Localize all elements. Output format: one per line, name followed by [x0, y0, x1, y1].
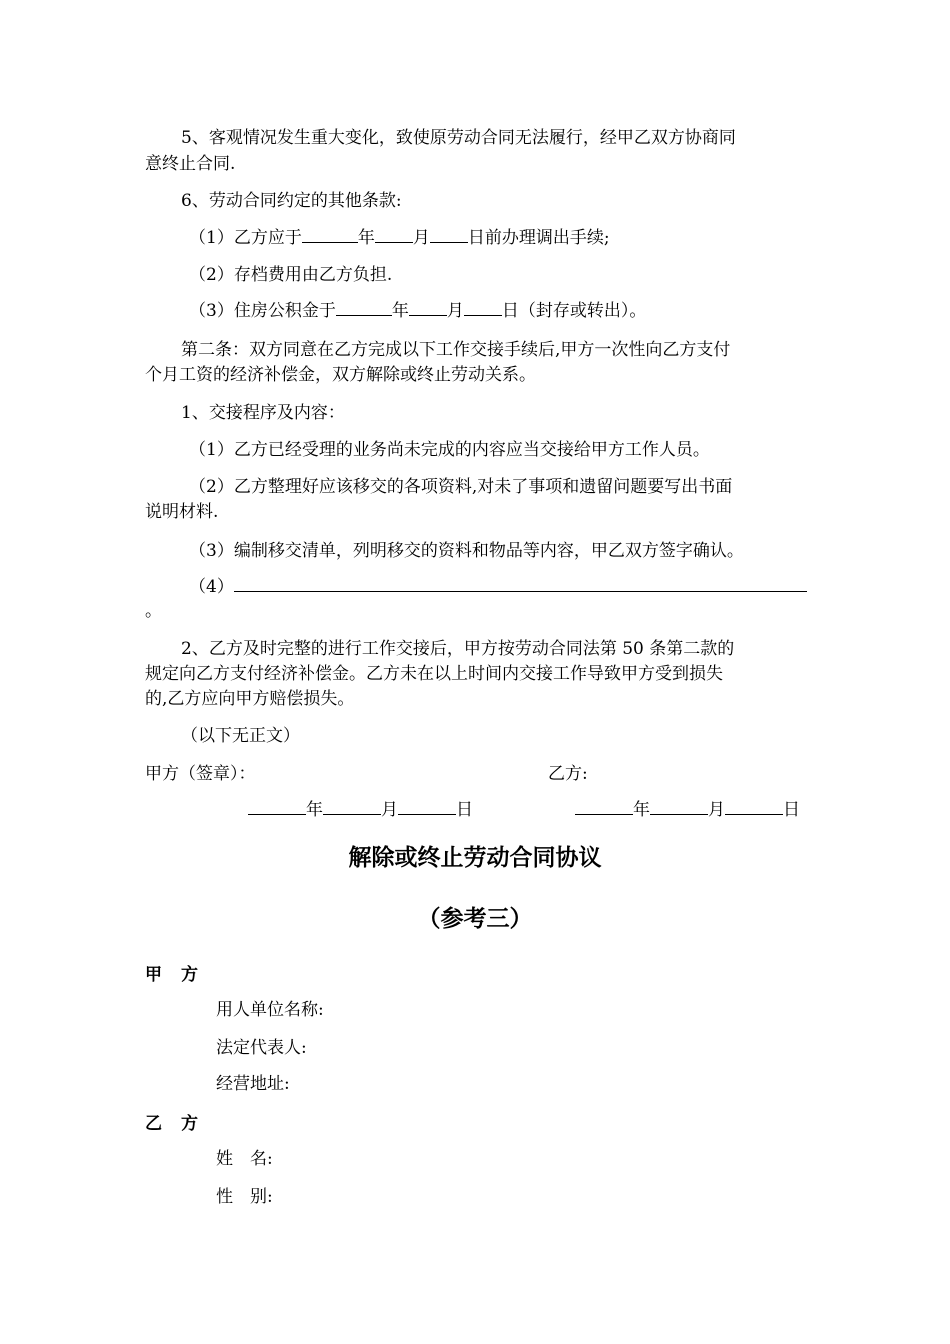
year-label: 年	[391, 301, 409, 321]
agreement-subtitle: （参考三）	[417, 906, 533, 932]
article-2-line1: 第二条：双方同意在乙方完成以下工作交接手续后,甲方一次性向乙方支付	[181, 340, 731, 360]
handover-item-4-blank[interactable]	[234, 574, 807, 592]
day-blank[interactable]	[464, 298, 502, 316]
paragraph-2-line3: 的,乙方应向甲方赔偿损失。	[145, 689, 355, 709]
month-blank[interactable]	[323, 797, 381, 815]
party-b-signature-label: 乙方:	[548, 764, 588, 784]
clause-5-line2: 意终止合同.	[145, 154, 236, 174]
article-2-line2: 个月工资的经济补偿金，双方解除或终止劳动关系。	[145, 365, 536, 385]
month-blank[interactable]	[650, 797, 708, 815]
day-label: 日	[783, 800, 800, 820]
party-a-signature-label: 甲方（签章）：	[145, 764, 256, 784]
handover-item-4	[189, 574, 854, 600]
year-label: 年	[633, 800, 650, 820]
month-blank[interactable]	[409, 298, 447, 316]
year-label: 年	[357, 228, 375, 248]
day-blank[interactable]	[725, 797, 783, 815]
end-note: （以下无正文）	[181, 726, 300, 746]
handover-item-4-label: （4）	[189, 577, 234, 597]
handover-title: 1、交接程序及内容：	[181, 403, 345, 423]
agreement-title: 解除或终止劳动合同协议	[348, 845, 602, 871]
clause-6: 6、劳动合同约定的其他条款:	[181, 191, 402, 211]
month-label: 月	[412, 228, 430, 248]
paragraph-2-line2: 规定向乙方支付经济补偿金。乙方未在以上时间内交接工作导致甲方受到损失	[145, 664, 723, 684]
party-b-date	[575, 797, 815, 823]
clause-6-3	[189, 298, 854, 324]
month-label: 月	[381, 800, 398, 820]
clause-6-2: （2）存档费用由乙方负担.	[189, 265, 393, 285]
handover-item-4-end: 。	[145, 601, 162, 621]
clause-5-line1: 5、客观情况发生重大变化，致使原劳动合同无法履行，经甲乙双方协商同	[181, 128, 736, 148]
handover-item-3: （3）编制移交清单，列明移交的资料和物品等内容，甲乙双方签字确认。	[189, 541, 744, 561]
handover-item-1: （1）乙方已经受理的业务尚未完成的内容应当交接给甲方工作人员。	[189, 440, 710, 460]
gender-field: 性 别:	[216, 1187, 273, 1207]
handover-item-2-line2: 说明材料.	[145, 502, 219, 522]
name-field: 姓 名:	[216, 1149, 273, 1169]
clause-6-1-tail: 日前办理调出手续;	[467, 228, 610, 248]
clause-6-3-text: （3）住房公积金于	[189, 301, 336, 321]
year-label: 年	[306, 800, 323, 820]
clause-6-1-text: （1）乙方应于	[189, 228, 302, 248]
clause-6-3-tail: 日（封存或转出）。	[501, 301, 647, 321]
year-blank[interactable]	[302, 225, 358, 243]
party-b-heading: 乙 方	[145, 1114, 199, 1134]
day-blank[interactable]	[398, 797, 456, 815]
month-label: 月	[708, 800, 725, 820]
paragraph-2-line1: 2、乙方及时完整的进行工作交接后，甲方按劳动合同法第 50 条第二款的	[181, 639, 735, 659]
year-blank[interactable]	[575, 797, 633, 815]
business-address-field: 经营地址:	[216, 1074, 290, 1094]
month-blank[interactable]	[375, 225, 413, 243]
clause-6-1	[189, 225, 854, 251]
party-a-date	[248, 797, 488, 823]
month-label: 月	[446, 301, 464, 321]
day-label: 日	[456, 800, 473, 820]
party-a-heading: 甲 方	[145, 965, 199, 985]
year-blank[interactable]	[248, 797, 306, 815]
handover-item-2-line1: （2）乙方整理好应该移交的各项资料,对未了事项和遗留问题要写出书面	[189, 477, 733, 497]
day-blank[interactable]	[430, 225, 468, 243]
year-blank[interactable]	[336, 298, 392, 316]
legal-representative-field: 法定代表人:	[216, 1038, 307, 1058]
employer-name-field: 用人单位名称:	[216, 1000, 324, 1020]
